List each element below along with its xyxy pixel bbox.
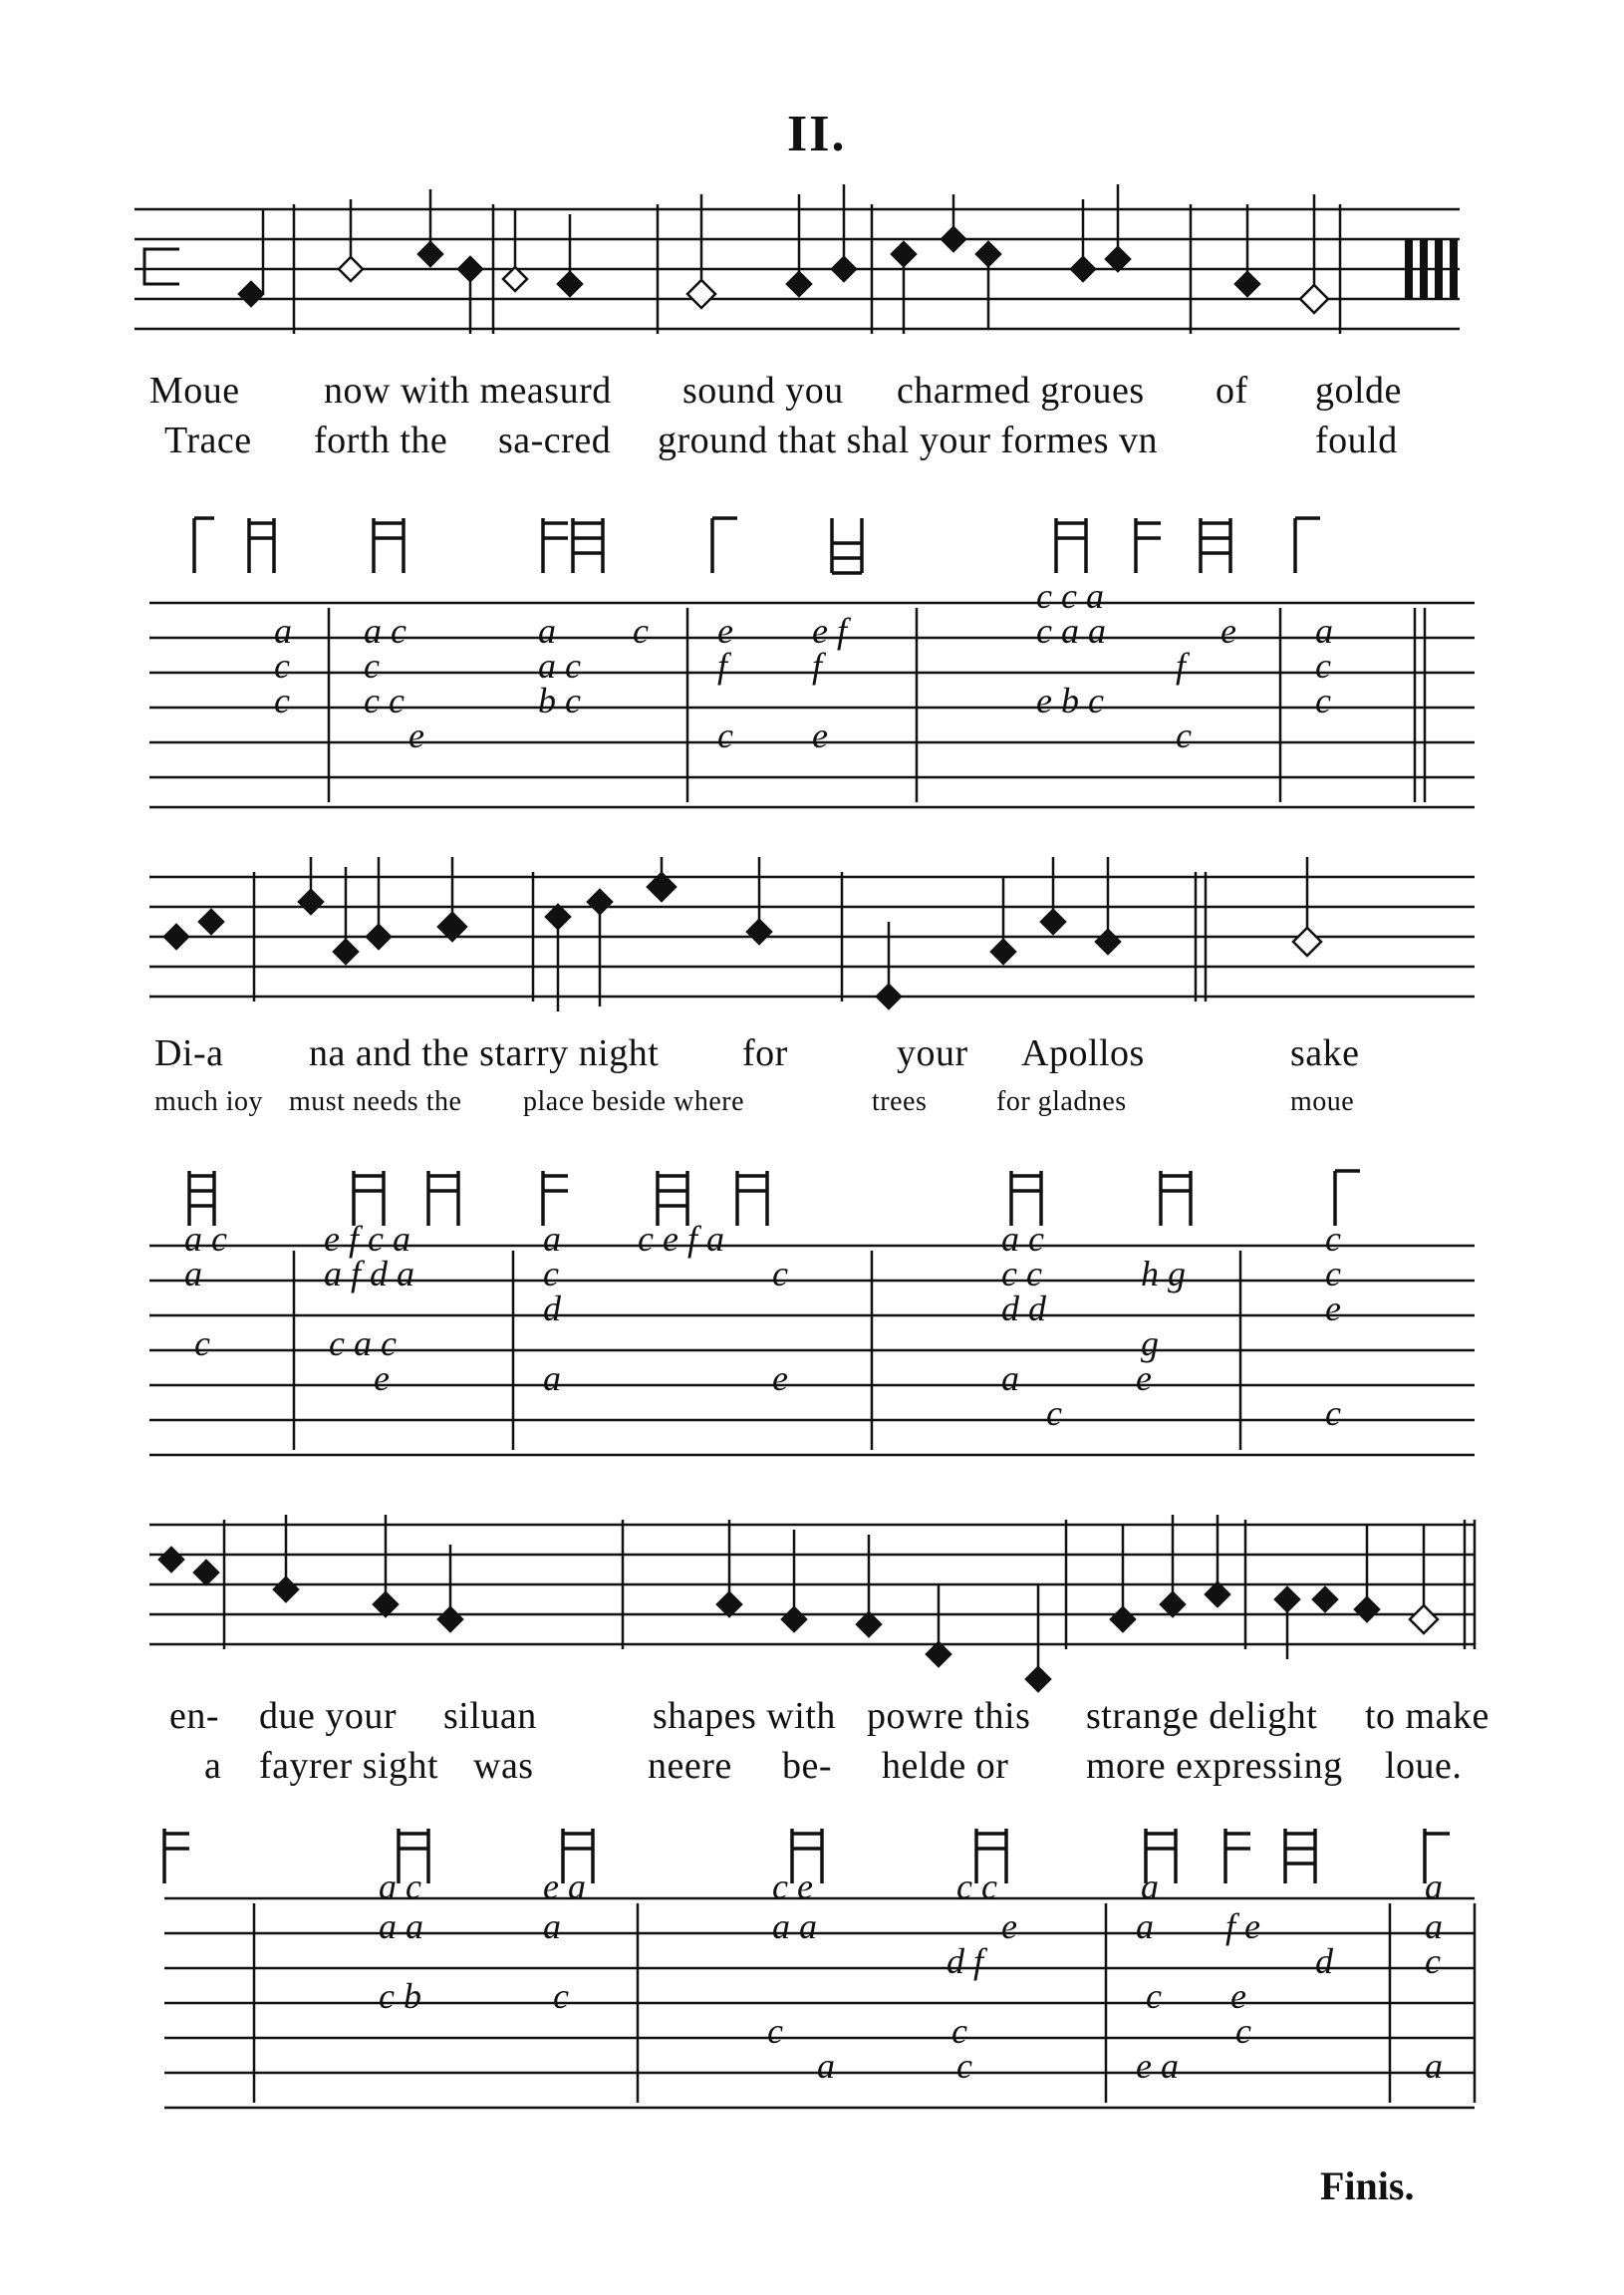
- tab-letter: e a: [1136, 2046, 1179, 2086]
- tab-letter: c: [553, 1976, 569, 2016]
- lyric: Trace: [164, 420, 252, 461]
- tab-letter: e: [1220, 611, 1236, 651]
- tab-letter: c: [364, 646, 380, 686]
- c-clef-icon: [144, 249, 179, 284]
- tab-letter: c: [767, 2011, 783, 2051]
- tab-letter: h g: [1141, 1254, 1186, 1293]
- tab-letter: c: [194, 1323, 210, 1363]
- staff-3: [149, 1520, 1475, 1649]
- lyric: your: [897, 1032, 968, 1074]
- tab-letter: b c: [538, 681, 581, 720]
- tab-letter: c: [633, 611, 649, 651]
- tab-letter: c: [956, 2046, 972, 2086]
- tab-letter: c a c: [329, 1323, 397, 1363]
- lyric: powre this: [867, 1695, 1031, 1737]
- lyric: must needs the: [289, 1086, 462, 1117]
- staff-1: [135, 204, 1460, 334]
- tab-letter: e: [772, 1358, 788, 1398]
- lyric: shapes with: [653, 1695, 836, 1737]
- tab-letter: a a: [379, 1906, 423, 1946]
- tab-letter: c: [1235, 2011, 1251, 2051]
- tab-letter: a: [1001, 1358, 1019, 1398]
- tab-letter: a: [1141, 1866, 1159, 1906]
- tab-letter: a: [543, 1219, 561, 1259]
- finis-label: Finis.: [1320, 2163, 1415, 2208]
- tab-letter: a c: [184, 1219, 227, 1259]
- lyric: Apollos: [1021, 1032, 1145, 1074]
- tab-letter: c c: [956, 1866, 997, 1906]
- tab-letter: c: [1315, 646, 1331, 686]
- lyric: charmed groues: [897, 370, 1145, 412]
- tab-letter: c: [543, 1254, 559, 1293]
- page-number: II.: [787, 106, 847, 162]
- tab-letter: c b: [379, 1976, 421, 2016]
- lyric: be-: [782, 1745, 833, 1787]
- tab-letter: e: [812, 716, 828, 755]
- lyric: fould: [1315, 420, 1398, 461]
- tab-letter: d f: [947, 1941, 984, 1981]
- notes-staff-1: [239, 184, 1328, 334]
- tab-letter: c: [1315, 681, 1331, 720]
- tab-letter: e: [717, 611, 733, 651]
- lyric: Di-a: [154, 1032, 224, 1074]
- tab-letter: e: [1325, 1289, 1341, 1328]
- tab-letter: c: [1325, 1254, 1341, 1293]
- tab-letter: a: [1136, 1906, 1154, 1946]
- staff-2: [149, 872, 1475, 1002]
- lyric: sake: [1290, 1032, 1360, 1074]
- tab-letter: c: [717, 716, 733, 755]
- lyric: to make: [1365, 1695, 1489, 1737]
- tab-letter: a: [1315, 611, 1333, 651]
- tab-letter: c: [1146, 1976, 1162, 2016]
- lyric: sa-cred: [498, 420, 612, 461]
- tab-letter: c: [772, 1254, 788, 1293]
- tab-letter: a c: [379, 1866, 421, 1906]
- tab-letter: e: [1001, 1906, 1017, 1946]
- lyric: Moue: [149, 370, 240, 412]
- lyric: was: [473, 1745, 534, 1787]
- lyric: place beside where: [523, 1086, 744, 1117]
- tab-letter: c: [274, 646, 290, 686]
- tab-letter: f: [812, 646, 823, 686]
- lyric: more expressing: [1086, 1745, 1343, 1787]
- tab-letter: f e: [1225, 1906, 1260, 1946]
- tab-letter: c e f a: [638, 1219, 724, 1259]
- lyric: trees: [872, 1086, 928, 1117]
- tab-letter: d d: [1001, 1289, 1046, 1328]
- tab-letter: d: [1315, 1941, 1333, 1981]
- tab-letter: a c: [538, 646, 581, 686]
- tab-letter: c: [1325, 1393, 1341, 1433]
- lyric: en-: [169, 1695, 220, 1737]
- tab-letter: c a a: [1036, 611, 1106, 651]
- tab-letter: e: [1136, 1358, 1152, 1398]
- tab-letter: a f d a: [324, 1254, 415, 1293]
- tab-letter: c: [1425, 1941, 1441, 1981]
- tab-letters-2: [184, 1219, 1341, 1433]
- tab-letter: c c: [364, 681, 405, 720]
- lyric: for: [742, 1032, 788, 1074]
- lyric: now with measurd: [324, 370, 612, 412]
- tab-letter: a: [274, 611, 292, 651]
- tab-letter: e b c: [1036, 681, 1104, 720]
- lyric: na and the starry night: [309, 1032, 660, 1074]
- tab-letter: f: [1176, 646, 1187, 686]
- tab-letter: a: [1425, 1866, 1443, 1906]
- lyric: fayrer sight: [259, 1745, 439, 1787]
- notes-staff-2: [164, 857, 1321, 1011]
- tab-letter: a c: [1001, 1219, 1044, 1259]
- lyric: golde: [1315, 370, 1402, 412]
- lyric: neere: [648, 1745, 732, 1787]
- tab-letter: a c: [364, 611, 406, 651]
- tab-letter: e f c a: [324, 1219, 410, 1259]
- tab-letter: a: [1425, 1906, 1443, 1946]
- lyric: due your: [259, 1695, 398, 1737]
- tab-letter: a: [543, 1358, 561, 1398]
- lyric: forth the: [314, 420, 448, 461]
- lyric: much ioy: [154, 1086, 263, 1117]
- lyric: a: [204, 1745, 222, 1787]
- tab-letter: c c: [1001, 1254, 1042, 1293]
- tab-letter: c: [1046, 1393, 1062, 1433]
- tab-letter: e: [374, 1358, 390, 1398]
- tab-letter: a: [817, 2046, 835, 2086]
- tab-letter: a: [543, 1906, 561, 1946]
- lyric: ground that shal your formes vn: [658, 420, 1159, 461]
- tab-letter: f: [717, 646, 728, 686]
- lyric: helde or: [882, 1745, 1009, 1787]
- tab-letter: a: [184, 1254, 202, 1293]
- tab-letter: c e: [772, 1866, 813, 1906]
- tab-letter: a: [1425, 2046, 1443, 2086]
- lyric: strange delight: [1086, 1695, 1318, 1737]
- lyric: of: [1216, 370, 1248, 412]
- tab-letter: a: [538, 611, 556, 651]
- lyric: siluan: [443, 1695, 537, 1737]
- tab-letter: a a: [772, 1906, 817, 1946]
- tab-letter: e: [408, 716, 424, 755]
- tab-letter: g: [1141, 1323, 1159, 1363]
- tab-letter: c: [274, 681, 290, 720]
- tab-letter: c: [1325, 1219, 1341, 1259]
- tab-letter: c c a: [1036, 576, 1104, 616]
- tab-letter: e f: [812, 611, 847, 651]
- lyric: loue.: [1385, 1745, 1463, 1787]
- tab-letter: e a: [543, 1866, 586, 1906]
- tab-letter: e: [1230, 1976, 1246, 2016]
- tab-letter: c: [1176, 716, 1192, 755]
- lyric: moue: [1290, 1086, 1355, 1117]
- rhythm-flags: [164, 518, 1450, 1883]
- tab-letter: d: [543, 1289, 561, 1328]
- tab-letter: c: [951, 2011, 967, 2051]
- lyric: sound you: [682, 370, 844, 412]
- lyric: for gladnes: [996, 1086, 1127, 1117]
